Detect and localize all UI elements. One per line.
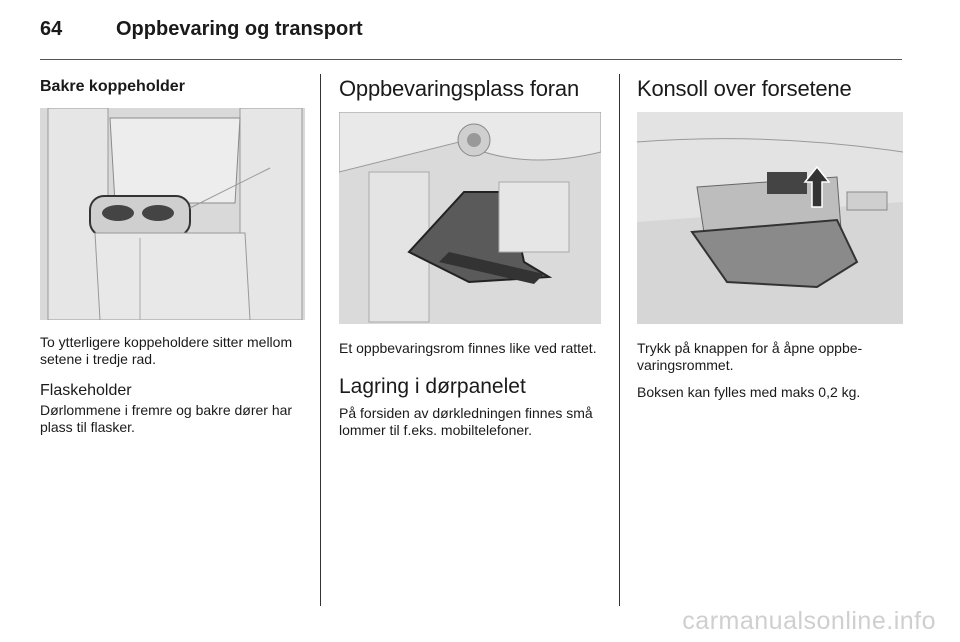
page-title: Oppbevaring og transport bbox=[116, 18, 363, 40]
column-rear-cupholder bbox=[40, 72, 305, 446]
page-number: 64 bbox=[40, 18, 63, 40]
paragraph: Dørlommene i fremre og bakre dører har plass til flasker. bbox=[40, 402, 293, 435]
section-heading: Bakre koppeholder bbox=[40, 78, 185, 95]
overhead-console-illustration bbox=[637, 112, 903, 324]
section-heading: Konsoll over forsetene bbox=[637, 76, 852, 101]
paragraph: Trykk på knappen for å åpne oppbe-varingsrommet. bbox=[637, 340, 863, 373]
column-divider-1 bbox=[320, 74, 321, 606]
front-storage-illustration bbox=[339, 112, 601, 324]
column-divider-2 bbox=[619, 74, 620, 606]
header-divider bbox=[40, 59, 902, 60]
watermark: carmanualsonline.info bbox=[682, 607, 936, 635]
subsection-heading: Lagring i dørpanelet bbox=[339, 375, 526, 398]
paragraph: Boksen kan fylles med maks 0,2 kg. bbox=[637, 384, 861, 400]
section-heading: Oppbevaringsplass foran bbox=[339, 76, 579, 101]
rear-cupholder-illustration bbox=[40, 108, 305, 320]
paragraph: På forsiden av dørkledningen finnes små lommer til f.eks. mobiltelefoner. bbox=[339, 405, 593, 438]
page-header bbox=[40, 18, 902, 58]
subsection-heading: Flaskeholder bbox=[40, 382, 132, 399]
column-overhead-console bbox=[637, 72, 903, 411]
paragraph: To ytterligere koppeholdere sitter mellom setene i tredje rad. bbox=[40, 334, 293, 367]
column-front-storage bbox=[339, 72, 601, 449]
paragraph: Et oppbevaringsrom finnes like ved rattet. bbox=[339, 340, 597, 356]
